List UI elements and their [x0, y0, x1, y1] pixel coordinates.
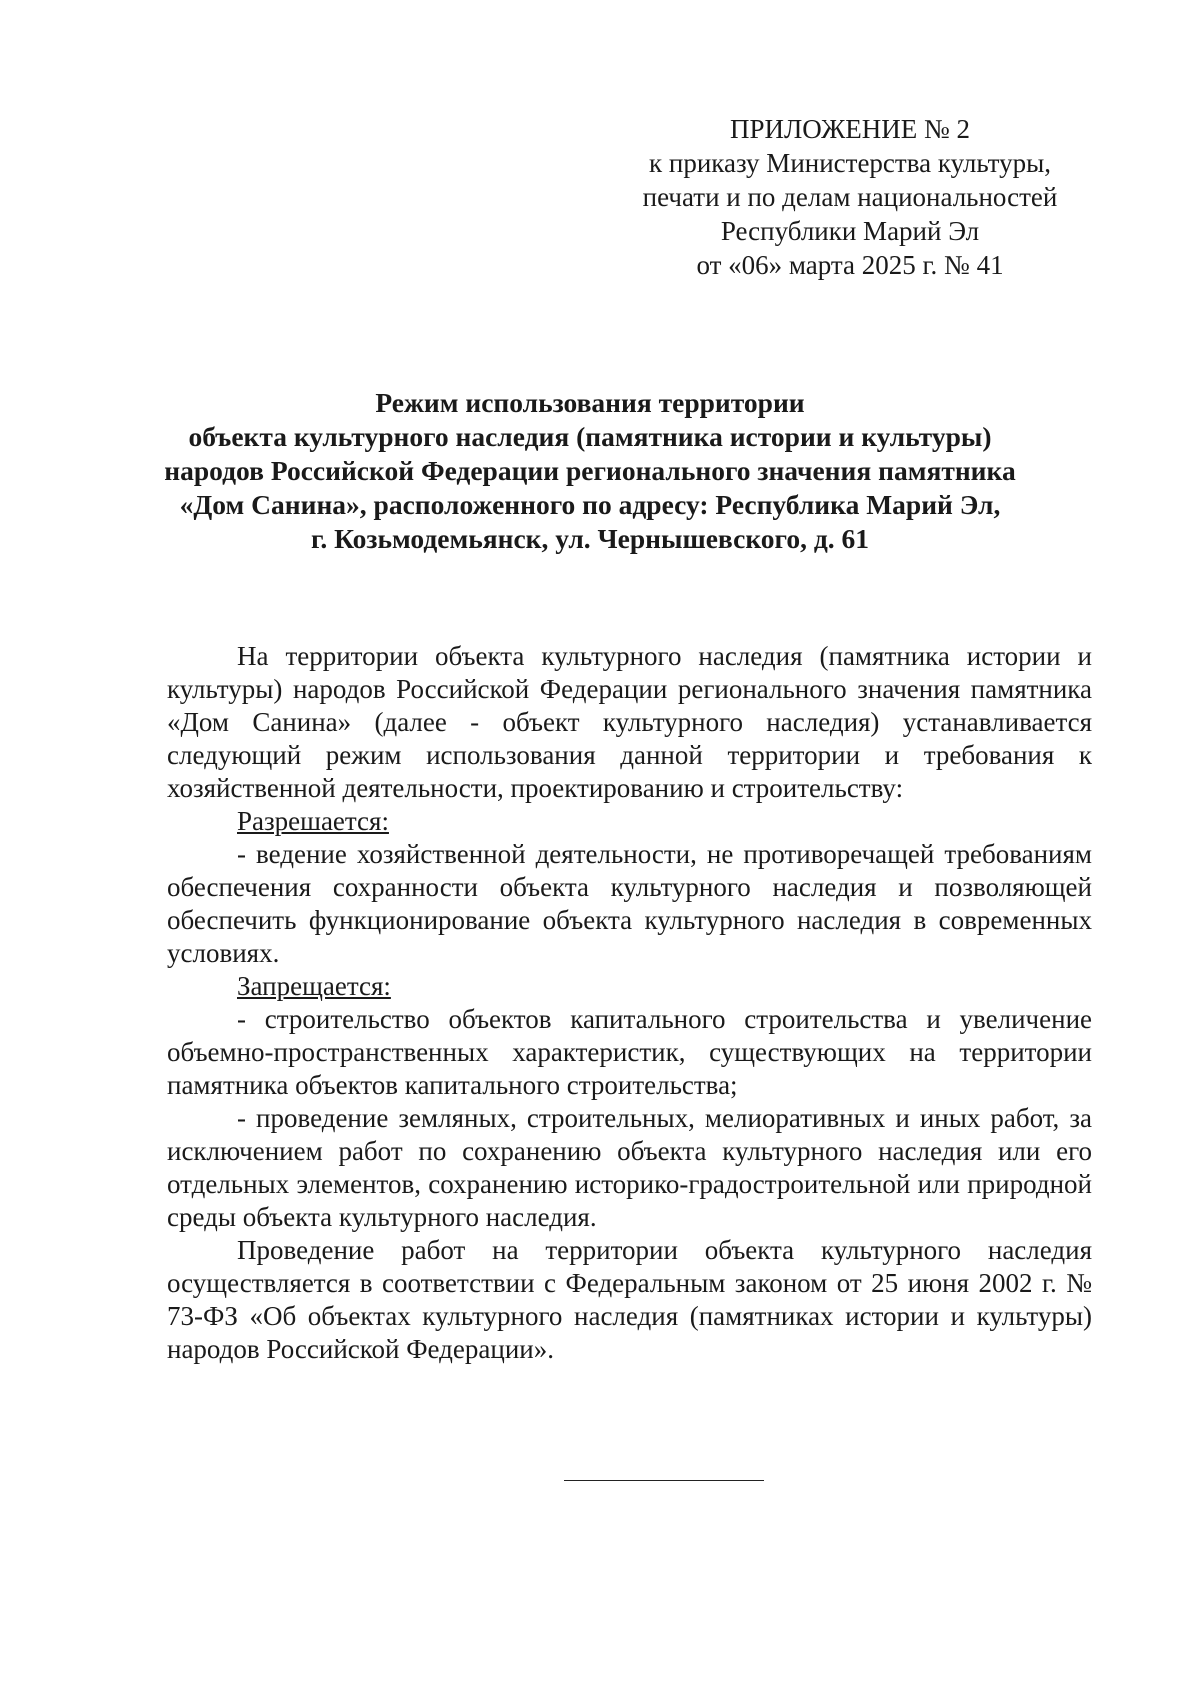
appendix-republic: Республики Марий Эл: [720, 216, 980, 246]
appendix-ministry: печати и по делам национальностей: [642, 182, 1058, 212]
appendix-order-ref: к приказу Министерства культуры,: [649, 148, 1051, 178]
document-title: [110, 386, 1070, 556]
title-line-2: объекта культурного наследия (памятника истории и культуры): [188, 421, 992, 452]
appendix-header: [600, 112, 1100, 282]
end-separator-line: [564, 1480, 764, 1481]
title-line-4: «Дом Санина», расположенного по адресу: Республика Марий Эл,: [179, 489, 1001, 520]
forbidden-heading: Запрещается:: [237, 971, 391, 1001]
title-line-5: г. Козьмодемьянск, ул. Чернышевского, д. 61: [310, 523, 870, 554]
allowed-heading: Разрешается:: [237, 806, 389, 836]
title-line-3: народов Российской Федерации регионального значения памятника: [164, 455, 1016, 486]
appendix-date-number: от «06» марта 2025 г. № 41: [696, 250, 1004, 280]
title-line-1: Режим использования территории: [375, 387, 805, 418]
closing-paragraph: Проведение работ на территории объекта культурного наследия осуществляется в соответствии с Федеральным законом от 25 июня 2002 г. № 73-ФЗ «Об объектах культурного наследия (памятниках истории и культуры) народов Российской Федерации».: [167, 1235, 1092, 1364]
appendix-number: ПРИЛОЖЕНИЕ № 2: [729, 114, 971, 144]
document-body: [167, 640, 1092, 1366]
forbidden-item-1: - строительство объектов капитального строительства и увеличение объемно-пространственных характеристик, существующих на территории памятника объектов капитального строительства;: [167, 1004, 1092, 1100]
intro-paragraph: На территории объекта культурного наследия (памятника истории и культуры) народов Российской Федерации регионального значения памятника «Дом Санина» (далее - объект культурного наследия) устанавливается следующий режим использования данной территории и требования к хозяйственной деятельности, проектированию и строительству:: [167, 641, 1092, 803]
forbidden-item-2: - проведение земляных, строительных, мелиоративных и иных работ, за исключением работ по сохранению объекта культурного наследия или его отдельных элементов, сохранению историко-градостроительной или природной среды объекта культурного наследия.: [167, 1103, 1092, 1232]
allowed-item: - ведение хозяйственной деятельности, не противоречащей требованиям обеспечения сохранности объекта культурного наследия и позволяющей обеспечить функционирование объекта культурного наследия в современных условиях.: [167, 839, 1092, 968]
